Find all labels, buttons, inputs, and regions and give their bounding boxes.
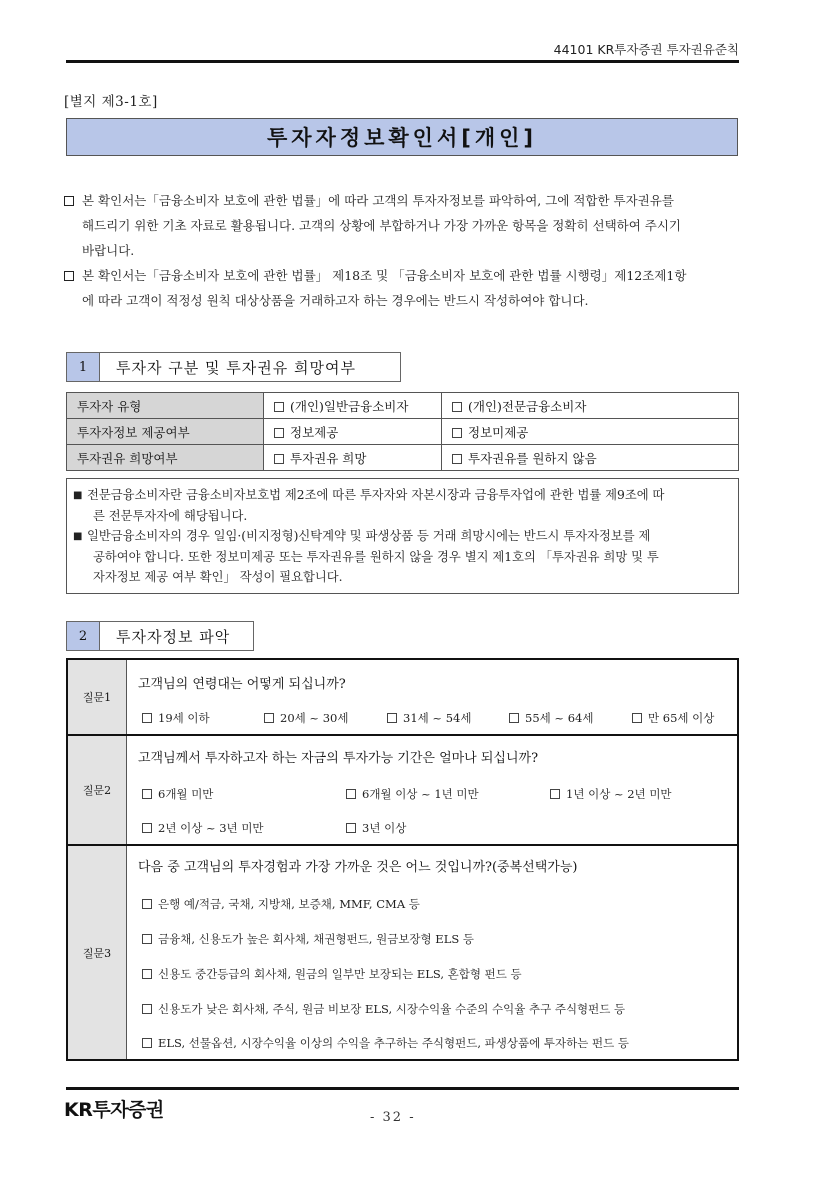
question-3-row [68,846,737,1059]
option-checkbox[interactable]: 투자권유 희망 [274,449,366,467]
checkbox-icon [142,899,152,909]
checkbox-icon [452,454,462,464]
option-checkbox[interactable]: 정보미제공 [452,423,528,441]
table-row [67,393,739,419]
document-title-box [66,118,738,156]
option-checkbox[interactable]: 20세 ~ 30세 [264,710,348,726]
checkbox-icon [274,428,284,438]
question-text: 고객님께서 투자하고자 하는 자금의 투자가능 기간은 얼마나 되십니까? [138,751,539,766]
checkbox-icon [387,713,397,723]
section-1-heading [66,352,401,382]
checkbox-icon [274,402,284,412]
checkbox-icon [142,1038,152,1048]
company-logo: KR투자증권 [64,1099,164,1121]
question-1-row [68,660,737,736]
document-title: 투자자정보확인서[개인] [266,126,538,150]
option-checkbox[interactable]: 정보제공 [274,423,338,441]
checkbox-icon [264,713,274,723]
page-header [66,38,739,63]
square-bullet-icon [64,271,74,281]
option-checkbox[interactable]: (개인)일반금융소비자 [274,397,408,415]
row-label: 투자권유 희망여부 [67,445,264,471]
checkbox-icon [346,823,356,833]
square-bullet-icon [64,196,74,206]
bullet-icon: ■ [73,531,83,542]
question-2-row [68,736,737,846]
section-1-number: 1 [67,353,100,381]
checkbox-icon [452,428,462,438]
checkbox-icon [142,789,152,799]
list-item: ■ 일반금융소비자의 경우 일임·(비지정형)신탁계약 및 파생상품 등 거래 희망시에는 반드시 투자자정보를 제 공하여야 합니다. 또한 정보미제공 또는 투자권유를 원하지 않을 경우 별지 제1호의 「투자권유 희망 및 투 자자정보 제공 여부 확인」 작성이 필요합니다. [73,526,730,588]
option-checkbox[interactable]: 6개월 이상 ~ 1년 미만 [346,786,479,802]
row-label: 투자자 유형 [67,393,264,419]
checkbox-icon [142,823,152,833]
bullet-icon: ■ [73,490,83,501]
option-checkbox[interactable]: 신용도 중간등급의 회사채, 원금의 일부만 보장되는 ELS, 혼합형 펀드 등 [142,966,522,982]
question-text: 고객님의 연령대는 어떻게 되십니까? [138,677,346,692]
checkbox-icon [142,934,152,944]
table-row [67,445,739,471]
checkbox-icon [274,454,284,464]
question-label: 질문2 [68,736,127,844]
option-checkbox[interactable]: 1년 이상 ~ 2년 미만 [550,786,672,802]
table-row [67,419,739,445]
question-label: 질문1 [68,660,127,734]
row-label: 투자자정보 제공여부 [67,419,264,445]
list-item: ■ 전문금융소비자란 금융소비자보호법 제2조에 따른 투자자와 자본시장과 금융투자업에 관한 법률 제9조에 따 른 전문투자자에 해당됩니다. [73,485,730,526]
intro-paragraph-2: 본 확인서는「금융소비자 보호에 관한 법률」 제18조 및 「금융소비자 보호에 관한 법률 시행령」제12조제1항 에 따라 고객이 적정성 원칙 대상상품을 거래하고자 하는 경우에는 반드시 작성하여야 합니다. [64,263,740,313]
question-text: 다음 중 고객님의 투자경험과 가장 가까운 것은 어느 것입니까?(중복선택가능) [138,860,578,875]
option-checkbox[interactable]: ELS, 선물옵션, 시장수익율 이상의 수익을 추구하는 주식형펀드, 파생상품에 투자하는 펀드 등 [142,1035,629,1051]
checkbox-icon [142,713,152,723]
checkbox-icon [142,969,152,979]
option-checkbox[interactable]: 금융채, 신용도가 높은 회사채, 채권형펀드, 원금보장형 ELS 등 [142,931,474,947]
checkbox-icon [509,713,519,723]
option-checkbox[interactable]: 만 65세 이상 [632,710,714,726]
checkbox-icon [550,789,560,799]
option-checkbox[interactable]: 투자권유를 원하지 않음 [452,449,597,467]
section-2-number: 2 [67,622,100,650]
section-2-heading [66,621,254,651]
page-number: - 32 - [370,1110,416,1125]
section-1-title: 투자자 구분 및 투자권유 희망여부 [116,358,356,377]
question-label: 질문3 [68,846,127,1059]
option-checkbox[interactable]: 2년 이상 ~ 3년 미만 [142,820,264,836]
option-checkbox[interactable]: 19세 이하 [142,710,210,726]
option-checkbox[interactable]: 신용도가 낮은 회사채, 주식, 원금 비보장 ELS, 시장수익율 수준의 수익율 추구 주식형펀드 등 [142,1001,625,1017]
section-1-notes [66,478,739,594]
option-checkbox[interactable]: 6개월 미만 [142,786,213,802]
section-2-title: 투자자정보 파악 [116,627,231,646]
footer-rule [66,1087,739,1090]
option-checkbox[interactable]: 31세 ~ 54세 [387,710,471,726]
option-checkbox[interactable]: 3년 이상 [346,820,406,836]
option-checkbox[interactable]: (개인)전문금융소비자 [452,397,586,415]
option-checkbox[interactable]: 은행 예/적금, 국채, 지방채, 보증채, MMF, CMA 등 [142,896,420,912]
form-reference-label: [별지 제3-1호] [64,94,158,110]
questionnaire-table [66,658,739,1061]
checkbox-icon [632,713,642,723]
header-text: 44101 KR투자증권 투자권유준칙 [553,42,739,57]
checkbox-icon [142,1004,152,1014]
checkbox-icon [346,789,356,799]
checkbox-icon [452,402,462,412]
option-checkbox[interactable]: 55세 ~ 64세 [509,710,593,726]
investor-classification-table [66,392,739,471]
intro-paragraph-1: 본 확인서는「금융소비자 보호에 관한 법률」에 따라 고객의 투자자정보를 파악하여, 그에 적합한 투자권유를 해드리기 위한 기초 자료로 활용됩니다. 고객의 상황에 부합하거나 가장 가까운 항목을 정확히 선택하여 주시기 바랍니다. [64,188,740,263]
